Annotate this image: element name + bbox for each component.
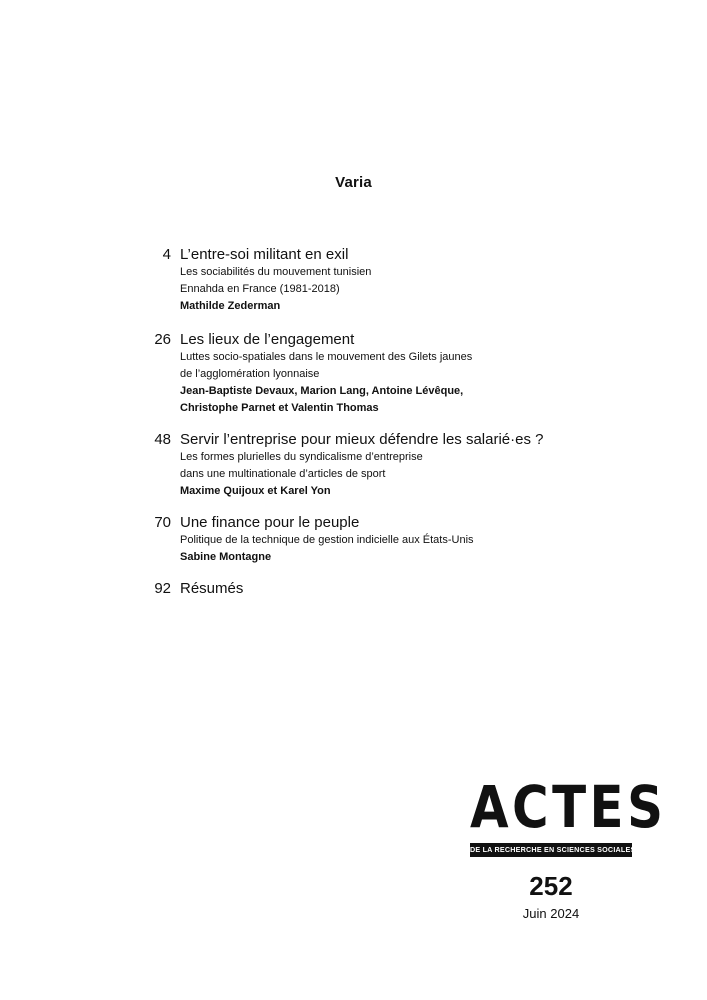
logo-wordmark: ACTES	[470, 773, 667, 841]
article-subtitle: Les sociabilités du mouvement tunisien	[180, 266, 372, 278]
page-number: 92	[154, 580, 171, 597]
article-author: Jean-Baptiste Devaux, Marion Lang, Antoine Lévêque,	[180, 385, 464, 397]
page-number: 48	[154, 431, 171, 448]
article-subtitle: dans une multinationale d’articles de sport	[180, 468, 386, 480]
page-number: 70	[154, 514, 171, 531]
journal-logo	[470, 773, 667, 854]
article-author: Sabine Montagne	[180, 551, 272, 563]
section-title: Varia	[335, 174, 372, 191]
article-title: Une finance pour le peuple	[180, 514, 360, 531]
page-number: 26	[154, 331, 171, 348]
article-subtitle: Luttes socio-spatiales dans le mouvement des Gilets jaunes	[180, 351, 473, 363]
article-subtitle: Politique de la technique de gestion indicielle aux États-Unis	[180, 534, 474, 546]
issue-number: 252	[529, 871, 573, 901]
page-number: 4	[162, 246, 171, 263]
article-author: Mathilde Zederman	[180, 300, 281, 312]
article-subtitle: Les formes plurielles du syndicalisme d’entreprise	[180, 451, 423, 463]
article-title: Résumés	[180, 580, 244, 597]
article-author: Maxime Quijoux et Karel Yon	[180, 485, 331, 497]
article-author: Christophe Parnet et Valentin Thomas	[180, 402, 379, 414]
article-title: Les lieux de l’engagement	[180, 331, 355, 348]
article-subtitle: Ennahda en France (1981-2018)	[180, 283, 340, 295]
article-subtitle: de l’agglomération lyonnaise	[180, 368, 320, 380]
issue-date: Juin 2024	[522, 906, 580, 921]
article-title: L’entre-soi militant en exil	[180, 246, 349, 263]
article-title: Servir l’entreprise pour mieux défendre les salarié·es ?	[180, 431, 544, 448]
logo-tagline: DE LA RECHERCHE EN SCIENCES SOCIALES	[470, 843, 632, 857]
